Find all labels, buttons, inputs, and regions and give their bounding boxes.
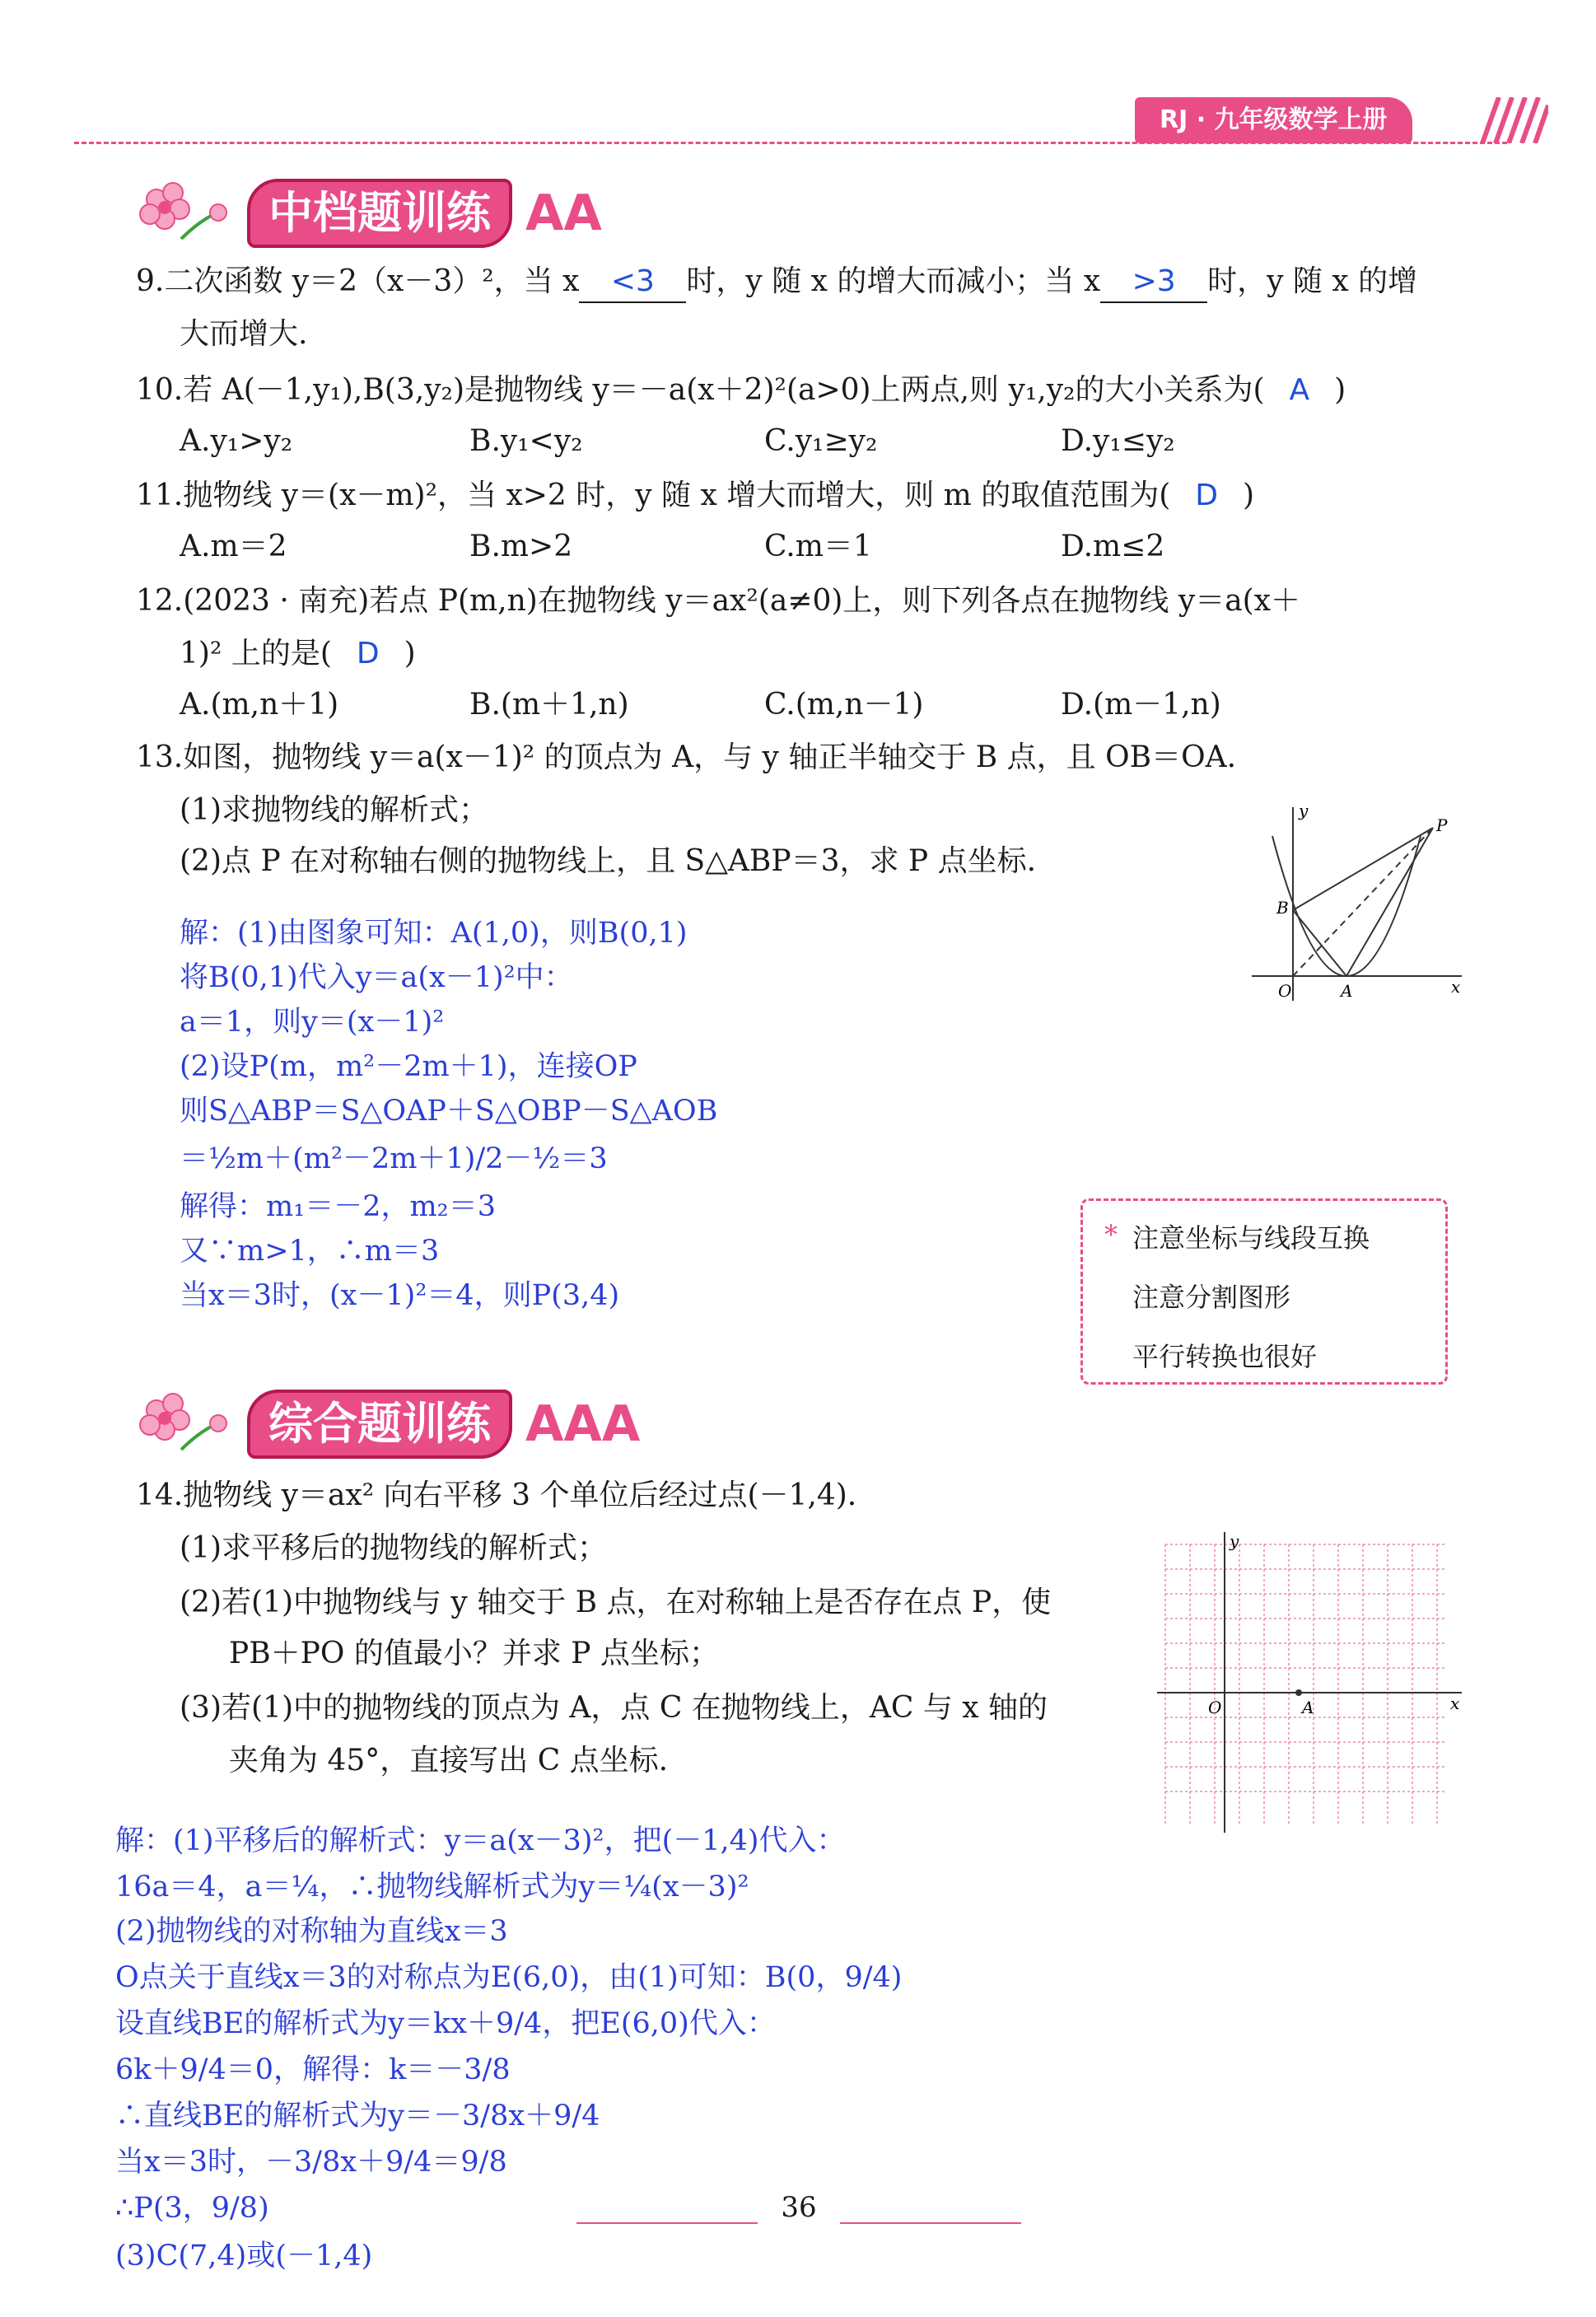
section-title-comp [247, 1389, 640, 1460]
page-number: 36 [781, 2191, 817, 2224]
q13-solution-line-9: 当x＝3时，(x－1)²＝4，则P(3,4) [180, 1279, 620, 1312]
q13-solution-line-8: 又∵m>1，∴m＝3 [180, 1235, 440, 1268]
question-10-stem: 10.若 A(－1,y₁),B(3,y₂)是抛物线 y＝－a(x＋2)²(a>0)上两点,则 y₁,y₂的大小关系为( A ) [136, 373, 1346, 407]
section-title-mid-label: 中档题训练 [247, 179, 512, 248]
note-line-3: 平行转换也很好 [1132, 1341, 1318, 1372]
q10-option-b: B.y₁<y₂ [469, 424, 583, 458]
q11-option-a: A.m＝2 [180, 530, 287, 563]
svg-text:P: P [1436, 815, 1448, 835]
flower-icon [132, 173, 247, 247]
q12-option-b: B.(m＋1,n) [469, 688, 629, 722]
q14-solution-line-9: ∴P(3，9/8) [115, 2192, 269, 2225]
question-11-stem: 11.抛物线 y＝(x－m)²，当 x>2 时，y 随 x 增大而增大，则 m 的取值范围为( D ) [136, 479, 1255, 512]
section-level-comp: AAA [525, 1395, 641, 1453]
question-14-part2b: PB＋PO 的值最小？并求 P 点坐标； [229, 1637, 719, 1670]
question-14-part1: (1)求平移后的抛物线的解析式； [180, 1531, 607, 1565]
q10-option-d: D.y₁≤y₂ [1061, 424, 1175, 458]
question-13-part2: (2)点 P 在对称轴右侧的抛物线上，且 S△ABP＝3，求 P 点坐标. [180, 844, 1037, 878]
q10-answer: A [1289, 373, 1310, 407]
svg-text:y: y [1299, 803, 1309, 820]
q13-solution-line-3: a＝1，则y＝(x－1)² [180, 1006, 445, 1039]
q9-blank-1: <3 [579, 262, 686, 303]
header-stripes [1474, 97, 1548, 143]
svg-text:B: B [1276, 898, 1289, 918]
svg-text:O: O [1208, 1698, 1222, 1717]
q9-blank-2: >3 [1100, 262, 1207, 303]
note-line-2: 注意分割图形 [1132, 1282, 1291, 1313]
section-title-mid [247, 178, 602, 249]
note-line-1: 注意坐标与线段互换 [1132, 1222, 1370, 1254]
q12-option-d: D.(m－1,n) [1061, 688, 1221, 722]
q14-solution-line-8: 当x＝3时，－3/8x＋9/4＝9/8 [115, 2146, 507, 2179]
header-tag: RJ · 九年级数学上册 [1135, 97, 1412, 143]
q14-grid-figure [1157, 1532, 1470, 1837]
svg-text:A: A [1341, 981, 1353, 1001]
question-9-line2: 大而增大. [180, 317, 308, 351]
q14-solution-line-10: (3)C(7,4)或(－1,4) [115, 2240, 373, 2273]
q14-solution-line-2: 16a＝4，a＝¼，∴抛物线解析式为y＝¼(x－3)² [115, 1871, 749, 1904]
q13-solution-line-6: ＝½m＋(m²－2m＋1)/2－½＝3 [180, 1142, 608, 1175]
header-divider [74, 142, 1507, 144]
q10-option-a: A.y₁>y₂ [180, 424, 293, 458]
q14-solution-line-4: O点关于直线x＝3的对称点为E(6,0)，由(1)可知：B(0，9/4) [115, 1961, 903, 1994]
note-box [1080, 1198, 1448, 1385]
question-12-line2: 1)² 上的是( D ) [180, 637, 416, 670]
section-level-mid: AA [525, 185, 602, 242]
q14-solution-line-7: ∴直线BE的解析式为y＝－3/8x＋9/4 [115, 2100, 600, 2132]
question-14-part2a: (2)若(1)中抛物线与 y 轴交于 B 点，在对称轴上是否存在点 P，使 [180, 1586, 1052, 1619]
q13-solution-line-5: 则S△ABP＝S△OAP＋S△OBP－S△AOB [180, 1095, 718, 1128]
q14-solution-line-6: 6k＋9/4＝0，解得：k＝－3/8 [115, 2053, 511, 2086]
q12-answer: D [356, 637, 380, 670]
note-star-icon: * [1104, 1219, 1118, 1250]
question-14-stem: 14.抛物线 y＝ax² 向右平移 3 个单位后经过点(－1,4). [136, 1478, 857, 1512]
svg-text:O: O [1278, 981, 1292, 1001]
svg-text:y: y [1230, 1532, 1239, 1551]
question-9-line1: 9.二次函数 y＝2（x－3）²，当 x <3 时，y 随 x 的增大而减小；当 x >3 时，y 随 x 的增 [136, 262, 1417, 303]
q12-option-a: A.(m,n＋1) [180, 688, 339, 722]
q14-solution-line-1: 解：(1)平移后的解析式：y＝a(x－3)²，把(－1,4)代入： [115, 1824, 846, 1857]
q13-solution-line-4: (2)设P(m，m²－2m＋1)，连接OP [180, 1050, 637, 1083]
svg-text:A: A [1302, 1698, 1314, 1717]
q11-answer: D [1195, 479, 1219, 512]
flower-icon [132, 1384, 247, 1458]
q11-option-b: B.m>2 [469, 530, 573, 563]
page-number-line-right [840, 2222, 1021, 2224]
q13-solution-line-1: 解：(1)由图象可知：A(1,0)，则B(0,1) [180, 917, 688, 950]
question-13-stem: 13.如图，抛物线 y＝a(x－1)² 的顶点为 A，与 y 轴正半轴交于 B 点，且 OB＝OA. [136, 740, 1237, 774]
q12-option-c: C.(m,n－1) [764, 688, 924, 722]
q11-option-d: D.m≤2 [1061, 530, 1165, 563]
question-14-part3b: 夹角为 45°，直接写出 C 点坐标. [229, 1744, 669, 1777]
q13-parabola-figure [1235, 803, 1466, 1009]
section-title-comp-label: 综合题训练 [247, 1390, 512, 1459]
question-12-line1: 12.(2023 · 南充)若点 P(m,n)在抛物线 y＝ax²(a≠0)上，则下列各点在抛物线 y＝a(x＋ [136, 584, 1301, 618]
question-13-part1: (1)求抛物线的解析式； [180, 793, 488, 827]
q14-solution-line-5: 设直线BE的解析式为y＝kx＋9/4，把E(6,0)代入： [115, 2007, 776, 2040]
q13-solution-line-2: 将B(0,1)代入y＝a(x－1)²中： [180, 961, 573, 994]
q13-solution-line-7: 解得：m₁＝－2，m₂＝3 [180, 1190, 496, 1223]
q14-solution-line-3: (2)抛物线的对称轴为直线x＝3 [115, 1915, 508, 1948]
question-14-part3a: (3)若(1)中的抛物线的顶点为 A，点 C 在抛物线上，AC 与 x 轴的 [180, 1691, 1048, 1725]
page-number-line-left [576, 2222, 758, 2224]
svg-text:x: x [1451, 977, 1461, 997]
q11-option-c: C.m＝1 [764, 530, 872, 563]
svg-text:x: x [1450, 1693, 1460, 1713]
q10-option-c: C.y₁≥y₂ [764, 424, 878, 458]
